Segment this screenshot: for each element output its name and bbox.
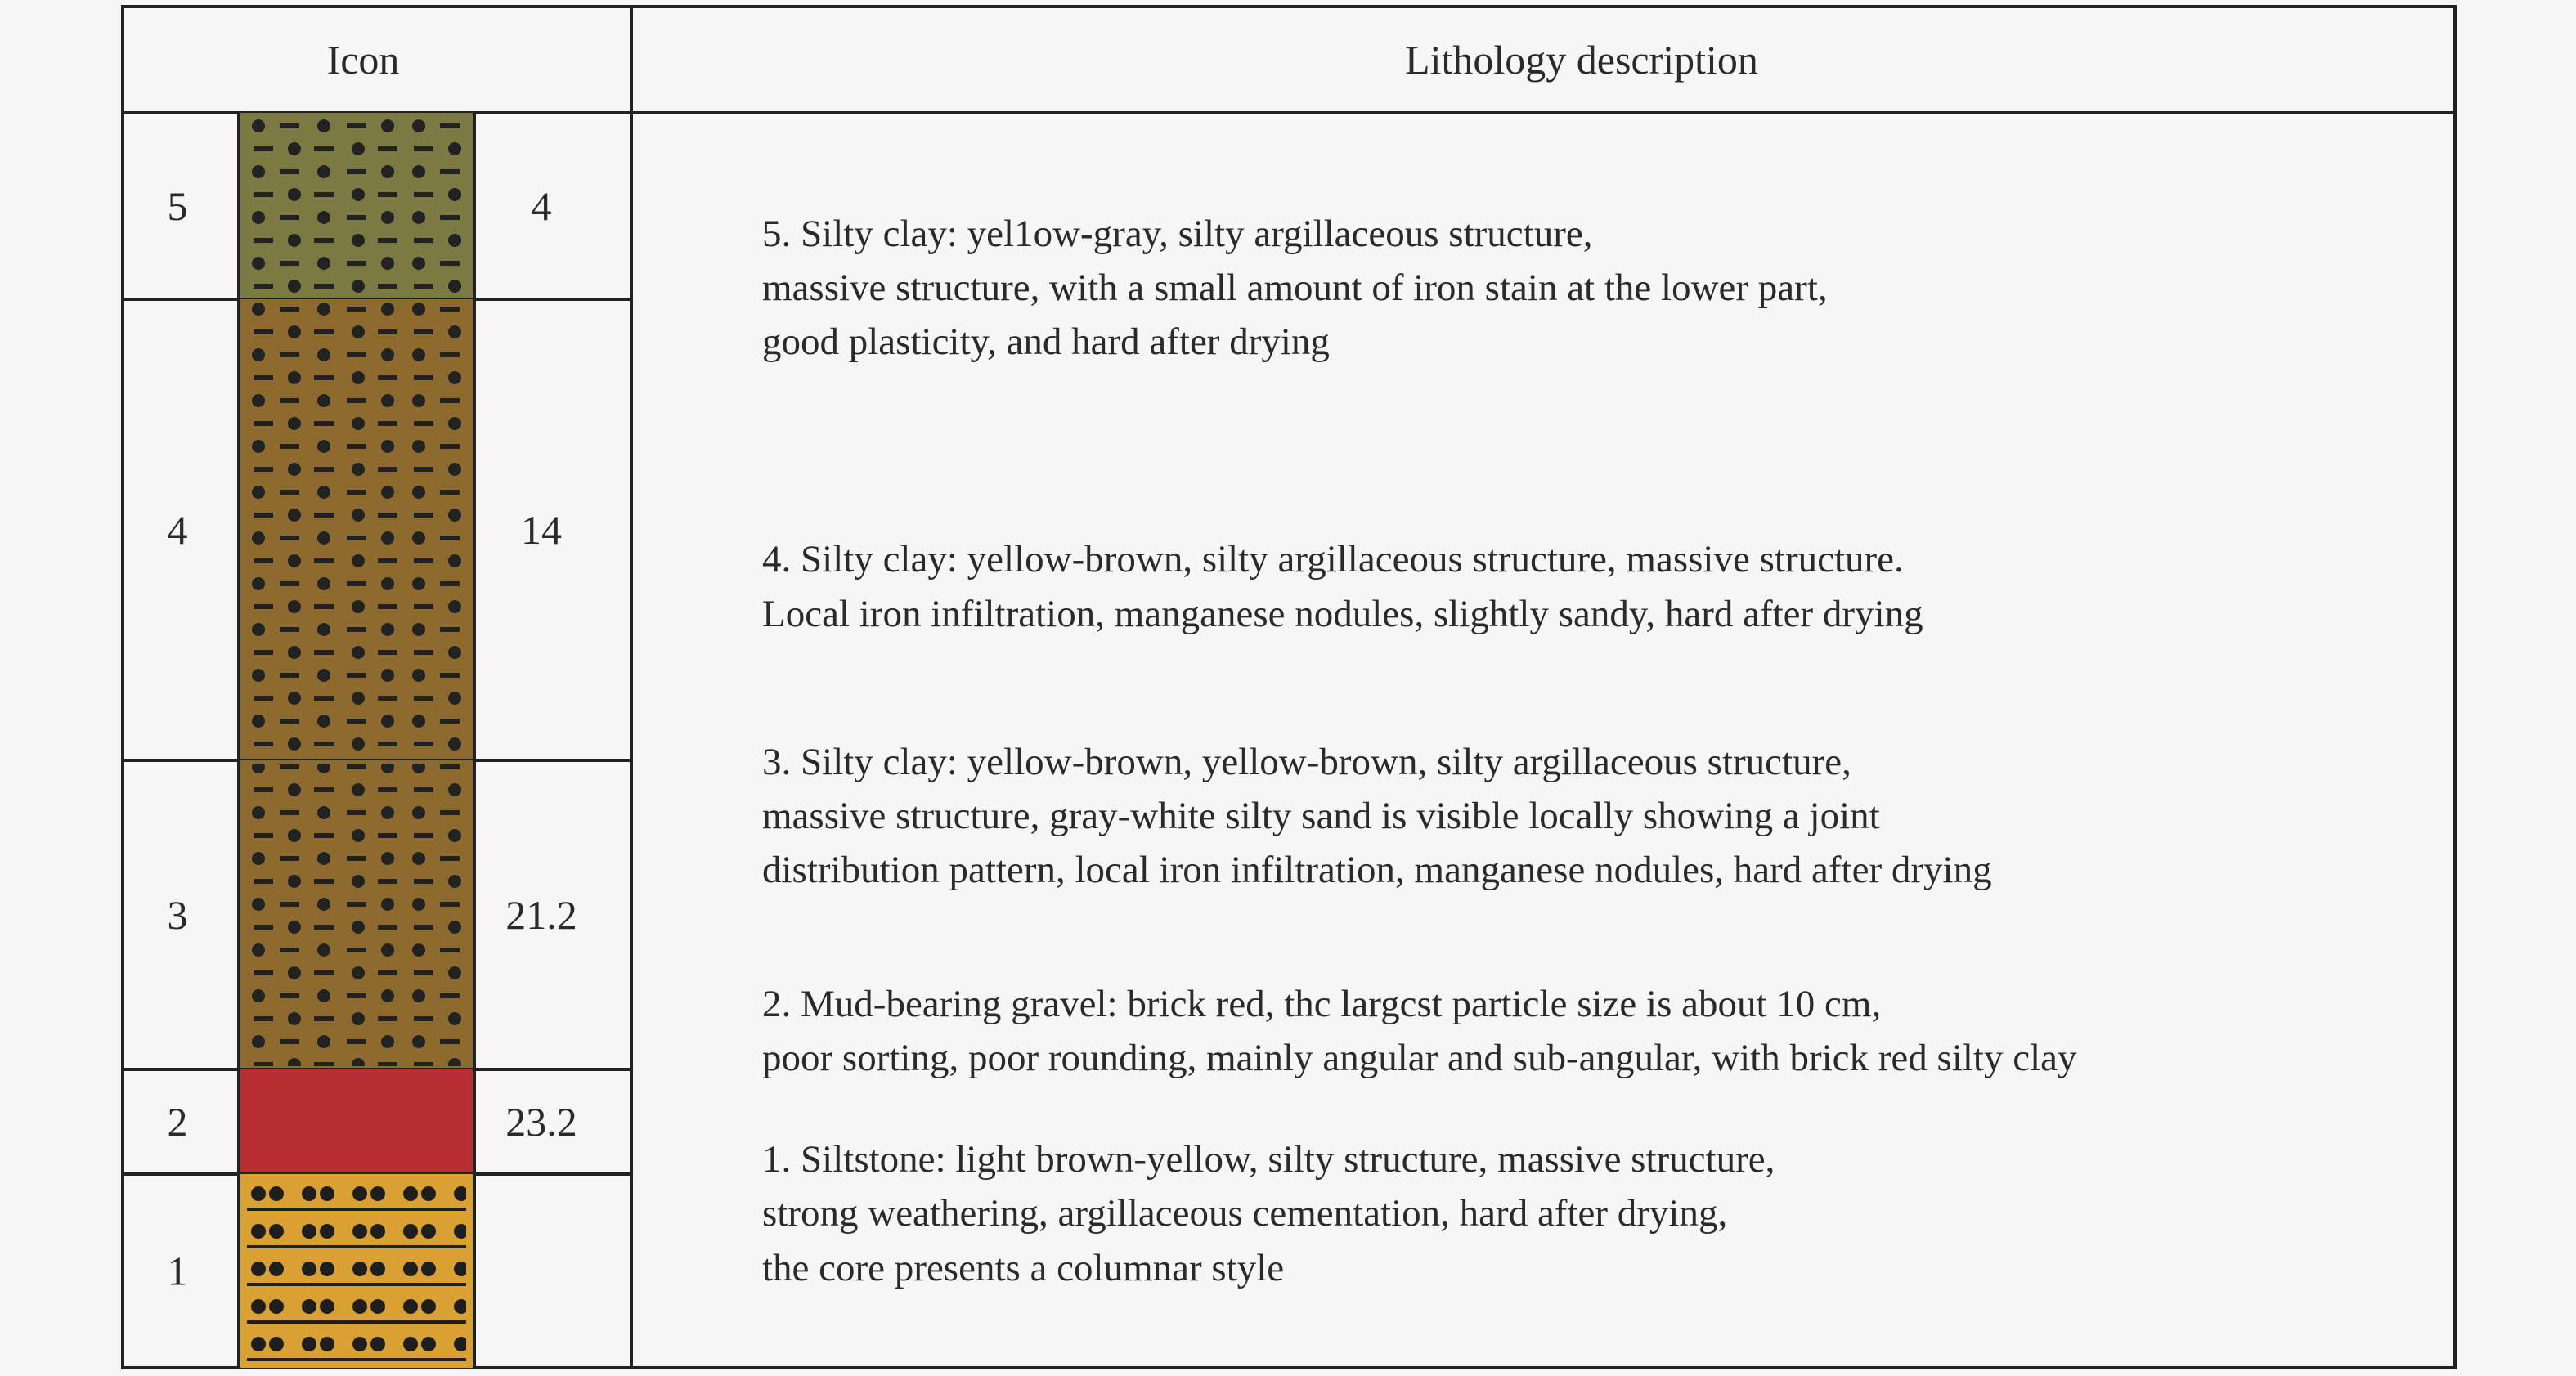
layer-description-line: 4. Silty clay: yellow-brown, silty argillaceous structure, massive structure. bbox=[762, 538, 1904, 580]
layer-description-line: 5. Silty clay: yel1ow-gray, silty argillaceous structure, bbox=[762, 213, 1593, 255]
layer-description-line: distribution pattern, local iron infiltration, manganese nodules, hard after drying bbox=[762, 849, 1992, 891]
layer-row-4 bbox=[123, 299, 1923, 760]
layer-description-line: massive structure, gray-white silty sand is visible locally showing a joint bbox=[762, 795, 1880, 837]
silty-clay-pattern-icon bbox=[239, 303, 474, 757]
lithology-fill bbox=[239, 1069, 474, 1174]
description-column-header: Lithology description bbox=[1405, 37, 1758, 83]
silty-clay-pattern-icon bbox=[239, 116, 474, 296]
layer-rows bbox=[123, 113, 2077, 1368]
layer-description-line: good plasticity, and hard after drying bbox=[762, 320, 1330, 363]
layer-description-line: the core presents a columnar style bbox=[762, 1247, 1285, 1289]
layer-number: 2 bbox=[167, 1099, 188, 1145]
layer-description-line: 1. Siltstone: light brown-yellow, silty structure, massive structure, bbox=[762, 1138, 1775, 1181]
layer-number: 5 bbox=[167, 183, 188, 229]
siltstone-pattern-icon bbox=[247, 1184, 466, 1361]
layer-description-line: poor sorting, poor rounding, mainly angular and sub-angular, with brick red silty clay bbox=[762, 1037, 2077, 1079]
layer-number: 4 bbox=[167, 507, 188, 553]
layer-description-line: strong weathering, argillaceous cementation, hard after drying, bbox=[762, 1192, 1728, 1235]
layer-description-line: 2. Mud-bearing gravel: brick red, thc largcst particle size is about 10 cm, bbox=[762, 983, 1882, 1025]
layer-description-line: Local iron infiltration, manganese nodules, slightly sandy, hard after drying bbox=[762, 593, 1923, 635]
layer-description-line: massive structure, with a small amount of iron stain at the lower part, bbox=[762, 267, 1828, 309]
layer-depth: 14 bbox=[521, 507, 562, 553]
layer-depth: 23.2 bbox=[505, 1099, 577, 1145]
layer-depth: 4 bbox=[531, 183, 552, 229]
layer-number: 1 bbox=[167, 1248, 188, 1294]
layer-depth: 21.2 bbox=[505, 892, 577, 938]
icon-column-header: Icon bbox=[326, 37, 400, 83]
silty-clay-pattern-icon bbox=[239, 764, 474, 1066]
layer-description-line: 3. Silty clay: yellow-brown, yellow-brown, silty argillaceous structure, bbox=[762, 741, 1851, 783]
layer-number: 3 bbox=[167, 892, 188, 938]
